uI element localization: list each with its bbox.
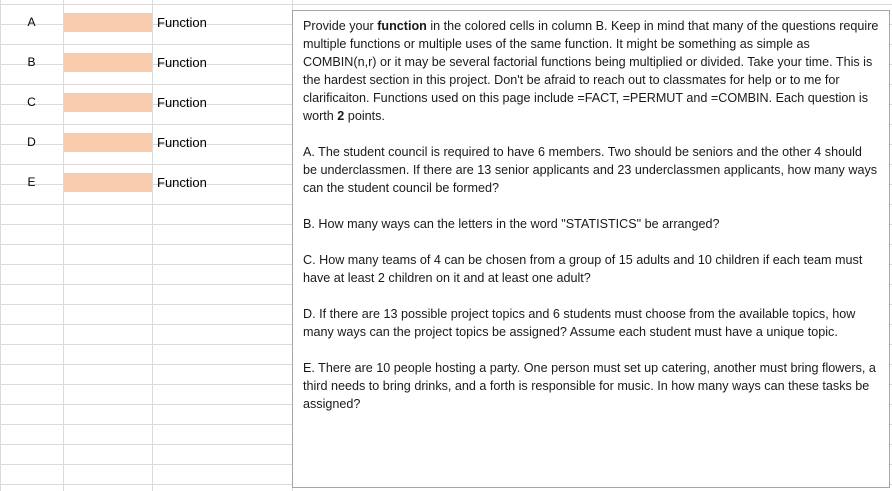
question-c-text: C. How many teams of 4 can be chosen from a group of 15 adults and 10 children if each team must have at least 2 children on it and at least one adult?	[303, 253, 863, 285]
question-e-text: E. There are 10 people hosting a party. One person must set up catering, another must bring flowers, a third needs to bring drinks, and a forth is responsible for music. In how many ways can these tasks be assigned?	[303, 361, 876, 411]
instructions-bold-text: 2	[337, 109, 345, 123]
instructions-text: points.	[344, 109, 385, 123]
answer-cell[interactable]	[64, 173, 152, 192]
function-label-cell[interactable]: Function	[157, 95, 207, 110]
question-d-text: D. If there are 13 possible project topics and 6 students must choose from the available topics, how many ways can the project topics be assigned? Assume each student must have a unique topic.	[303, 307, 856, 339]
answer-cell[interactable]	[64, 133, 152, 152]
instructions-textbox[interactable]	[292, 10, 890, 488]
question-letter-cell[interactable]: A	[27, 15, 36, 29]
question-letter-cell[interactable]: E	[27, 175, 36, 189]
question-a-text: A. The student council is required to have 6 members. Two should be seniors and the other 4 should be underclassmen. If there are 13 senior applicants and 23 underclassmen applicants, how many ways can the student council be formed?	[303, 145, 878, 195]
function-label-cell[interactable]: Function	[157, 175, 207, 190]
function-label-cell[interactable]: Function	[157, 15, 207, 30]
question-letter-cell[interactable]: B	[27, 55, 36, 69]
question-letter-cell[interactable]: C	[27, 95, 36, 109]
answer-cell[interactable]	[64, 93, 152, 112]
instructions-text: in the colored cells in column B. Keep in mind that many of the questions require multiple functions or multiple uses of the same function. It might be something as simple as COMBIN(n,r) or it may be several factorial functions being multiplied or divided. Take your time. This is the hardest section in this project. Don't be afraid to reach out to classmates for help or to me for clarificaiton. Functions used on this page include =FACT, =PERMUT and =COMBIN. Each question is worth	[303, 19, 879, 123]
answer-cell[interactable]	[64, 53, 152, 72]
question-b-text: B. How many ways can the letters in the word "STATISTICS" be arranged?	[303, 217, 720, 231]
function-label-cell[interactable]: Function	[157, 135, 207, 150]
column-gridline	[152, 0, 153, 491]
instructions-paragraph	[303, 17, 879, 125]
question-letter-cell[interactable]: D	[27, 135, 36, 149]
instructions-text: Provide your	[303, 19, 378, 33]
instructions-bold-text: function	[377, 19, 427, 33]
column-gridline	[63, 0, 64, 491]
function-label-cell[interactable]: Function	[157, 55, 207, 70]
answer-cell[interactable]	[64, 13, 152, 32]
